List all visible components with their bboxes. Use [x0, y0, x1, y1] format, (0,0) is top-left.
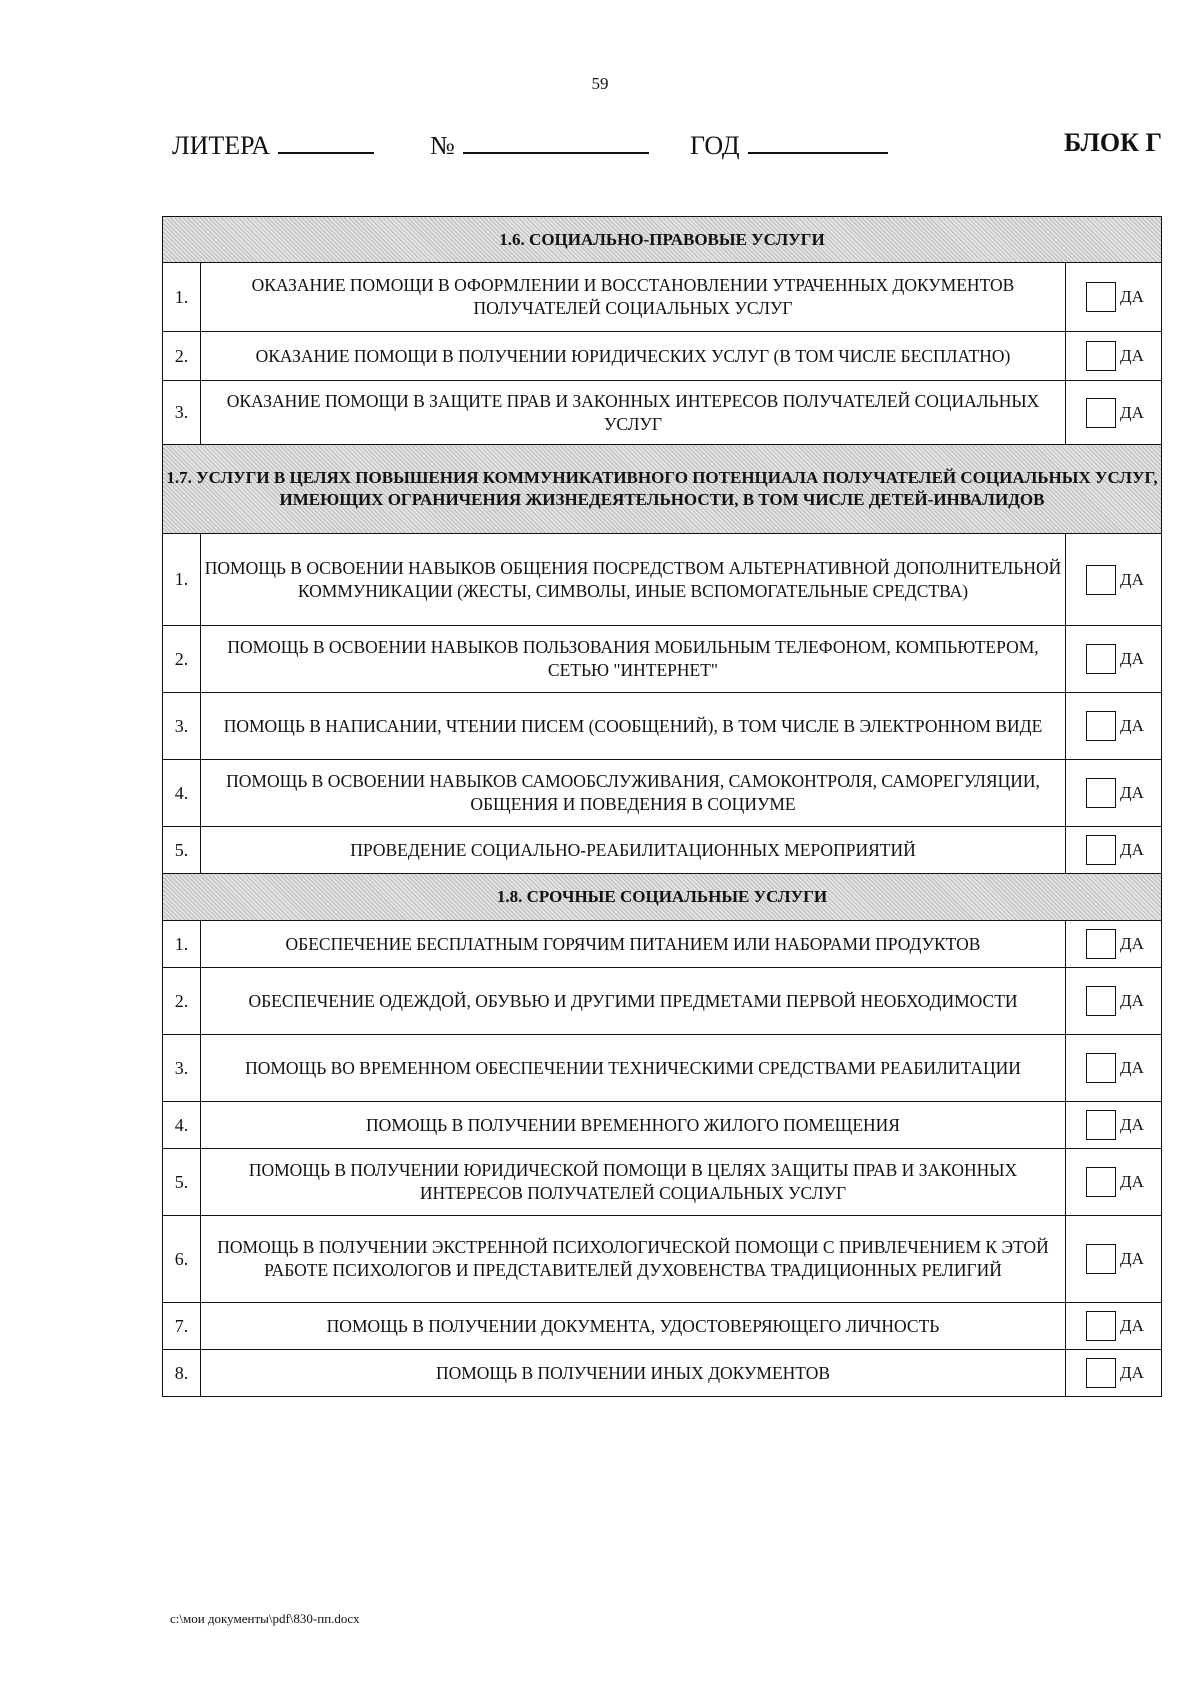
row-number: 3. [163, 1035, 201, 1102]
yes-checkbox[interactable] [1086, 341, 1116, 371]
row-number: 6. [163, 1216, 201, 1303]
footer-file-path: c:\мои документы\pdf\830-пп.docx [170, 1611, 360, 1626]
yes-label: ДА [1120, 346, 1144, 365]
row-number: 8. [163, 1350, 201, 1397]
yes-checkbox[interactable] [1086, 778, 1116, 808]
answer-cell [1066, 1149, 1162, 1216]
section-header-row [163, 874, 1162, 921]
year-input[interactable] [748, 128, 888, 154]
yes-label: ДА [1120, 1115, 1144, 1134]
yes-label: ДА [1120, 1172, 1144, 1191]
service-description: ПОМОЩЬ ВО ВРЕМЕННОМ ОБЕСПЕЧЕНИИ ТЕХНИЧЕСКИМИ СРЕДСТВАМИ РЕАБИЛИТАЦИИ [201, 1035, 1066, 1102]
service-row [163, 1350, 1162, 1397]
number-input[interactable] [463, 128, 649, 154]
service-row [163, 827, 1162, 874]
service-row [163, 534, 1162, 626]
section-title: 1.6. СОЦИАЛЬНО-ПРАВОВЫЕ УСЛУГИ [163, 217, 1162, 263]
service-description: ПОМОЩЬ В ОСВОЕНИИ НАВЫКОВ САМООБСЛУЖИВАНИЯ, САМОКОНТРОЛЯ, САМОРЕГУЛЯЦИИ, ОБЩЕНИЯ И ПОВЕДЕНИЯ В СОЦИУМЕ [201, 760, 1066, 827]
answer-cell [1066, 381, 1162, 445]
yes-option [1066, 341, 1161, 371]
service-row [163, 1102, 1162, 1149]
row-number: 5. [163, 1149, 201, 1216]
service-description: ПОМОЩЬ В ОСВОЕНИИ НАВЫКОВ ПОЛЬЗОВАНИЯ МОБИЛЬНЫМ ТЕЛЕФОНОМ, КОМПЬЮТЕРОМ, СЕТЬЮ "ИНТЕРНЕТ" [201, 626, 1066, 693]
answer-cell [1066, 760, 1162, 827]
row-number: 4. [163, 760, 201, 827]
yes-option [1066, 1053, 1161, 1083]
row-number: 4. [163, 1102, 201, 1149]
row-number: 1. [163, 534, 201, 626]
yes-option [1066, 929, 1161, 959]
yes-checkbox[interactable] [1086, 1358, 1116, 1388]
answer-cell [1066, 263, 1162, 332]
yes-option [1066, 778, 1161, 808]
row-number: 2. [163, 332, 201, 381]
yes-option [1066, 835, 1161, 865]
yes-checkbox[interactable] [1086, 929, 1116, 959]
row-number: 7. [163, 1303, 201, 1350]
service-row [163, 332, 1162, 381]
service-description: ПОМОЩЬ В ПОЛУЧЕНИИ ДОКУМЕНТА, УДОСТОВЕРЯЮЩЕГО ЛИЧНОСТЬ [201, 1303, 1066, 1350]
number-field [430, 128, 649, 161]
row-number: 1. [163, 263, 201, 332]
service-row [163, 693, 1162, 760]
service-description: ПОМОЩЬ В ПОЛУЧЕНИИ ИНЫХ ДОКУМЕНТОВ [201, 1350, 1066, 1397]
yes-option [1066, 1358, 1161, 1388]
service-description: ПОМОЩЬ В НАПИСАНИИ, ЧТЕНИИ ПИСЕМ (СООБЩЕНИЙ), В ТОМ ЧИСЛЕ В ЭЛЕКТРОННОМ ВИДЕ [201, 693, 1066, 760]
answer-cell [1066, 1102, 1162, 1149]
yes-label: ДА [1120, 934, 1144, 953]
answer-cell [1066, 1035, 1162, 1102]
answer-cell [1066, 332, 1162, 381]
yes-option [1066, 1311, 1161, 1341]
service-row [163, 760, 1162, 827]
service-description: ПОМОЩЬ В ПОЛУЧЕНИИ ЭКСТРЕННОЙ ПСИХОЛОГИЧЕСКОЙ ПОМОЩИ С ПРИВЛЕЧЕНИЕМ К ЭТОЙ РАБОТЕ ПСИХОЛОГОВ И ПРЕДСТАВИТЕЛЕЙ ДУХОВЕНСТВА ТРАДИЦИОННЫХ РЕЛИГИЙ [201, 1216, 1066, 1303]
yes-label: ДА [1120, 716, 1144, 735]
service-row [163, 1216, 1162, 1303]
yes-option [1066, 282, 1161, 312]
yes-checkbox[interactable] [1086, 398, 1116, 428]
litera-field [172, 128, 374, 161]
yes-checkbox[interactable] [1086, 565, 1116, 595]
row-number: 5. [163, 827, 201, 874]
yes-option [1066, 1167, 1161, 1197]
yes-label: ДА [1120, 1058, 1144, 1077]
service-row [163, 1303, 1162, 1350]
yes-label: ДА [1120, 840, 1144, 859]
litera-label: ЛИТЕРА [172, 131, 271, 160]
yes-checkbox[interactable] [1086, 282, 1116, 312]
yes-option [1066, 644, 1161, 674]
row-number: 1. [163, 921, 201, 968]
service-description: ПРОВЕДЕНИЕ СОЦИАЛЬНО-РЕАБИЛИТАЦИОННЫХ МЕРОПРИЯТИЙ [201, 827, 1066, 874]
yes-label: ДА [1120, 1316, 1144, 1335]
yes-checkbox[interactable] [1086, 1244, 1116, 1274]
yes-checkbox[interactable] [1086, 711, 1116, 741]
section-title: 1.7. УСЛУГИ В ЦЕЛЯХ ПОВЫШЕНИЯ КОММУНИКАТИВНОГО ПОТЕНЦИАЛА ПОЛУЧАТЕЛЕЙ СОЦИАЛЬНЫХ УСЛУГ, ИМЕЮЩИХ ОГРАНИЧЕНИЯ ЖИЗНЕДЕЯТЕЛЬНОСТИ, В ТОМ ЧИСЛЕ ДЕТЕЙ-ИНВАЛИДОВ [163, 445, 1162, 534]
service-description: ОКАЗАНИЕ ПОМОЩИ В ЗАЩИТЕ ПРАВ И ЗАКОННЫХ ИНТЕРЕСОВ ПОЛУЧАТЕЛЕЙ СОЦИАЛЬНЫХ УСЛУГ [201, 381, 1066, 445]
service-row [163, 381, 1162, 445]
service-row [163, 1035, 1162, 1102]
service-row [163, 921, 1162, 968]
yes-checkbox[interactable] [1086, 1053, 1116, 1083]
section-title: 1.8. СРОЧНЫЕ СОЦИАЛЬНЫЕ УСЛУГИ [163, 874, 1162, 921]
service-description: ОКАЗАНИЕ ПОМОЩИ В ОФОРМЛЕНИИ И ВОССТАНОВЛЕНИИ УТРАЧЕННЫХ ДОКУМЕНТОВ ПОЛУЧАТЕЛЕЙ СОЦИАЛЬНЫХ УСЛУГ [201, 263, 1066, 332]
yes-checkbox[interactable] [1086, 1311, 1116, 1341]
row-number: 2. [163, 968, 201, 1035]
page-number: 59 [591, 74, 609, 93]
yes-checkbox[interactable] [1086, 644, 1116, 674]
yes-option [1066, 565, 1161, 595]
answer-cell [1066, 921, 1162, 968]
yes-checkbox[interactable] [1086, 1110, 1116, 1140]
yes-checkbox[interactable] [1086, 1167, 1116, 1197]
yes-label: ДА [1120, 991, 1144, 1010]
answer-cell [1066, 534, 1162, 626]
form-header [172, 128, 1162, 162]
yes-checkbox[interactable] [1086, 986, 1116, 1016]
yes-label: ДА [1120, 783, 1144, 802]
answer-cell [1066, 1303, 1162, 1350]
yes-checkbox[interactable] [1086, 835, 1116, 865]
yes-option [1066, 398, 1161, 428]
answer-cell [1066, 693, 1162, 760]
service-row [163, 626, 1162, 693]
service-description: ОКАЗАНИЕ ПОМОЩИ В ПОЛУЧЕНИИ ЮРИДИЧЕСКИХ УСЛУГ (В ТОМ ЧИСЛЕ БЕСПЛАТНО) [201, 332, 1066, 381]
yes-option [1066, 986, 1161, 1016]
service-description: ПОМОЩЬ В ПОЛУЧЕНИИ ЮРИДИЧЕСКОЙ ПОМОЩИ В ЦЕЛЯХ ЗАЩИТЫ ПРАВ И ЗАКОННЫХ ИНТЕРЕСОВ ПОЛУЧАТЕЛЕЙ СОЦИАЛЬНЫХ УСЛУГ [201, 1149, 1066, 1216]
answer-cell [1066, 1350, 1162, 1397]
service-description: ОБЕСПЕЧЕНИЕ ОДЕЖДОЙ, ОБУВЬЮ И ДРУГИМИ ПРЕДМЕТАМИ ПЕРВОЙ НЕОБХОДИМОСТИ [201, 968, 1066, 1035]
year-label: ГОД [690, 131, 740, 160]
service-description: ПОМОЩЬ В ПОЛУЧЕНИИ ВРЕМЕННОГО ЖИЛОГО ПОМЕЩЕНИЯ [201, 1102, 1066, 1149]
section-header-row [163, 217, 1162, 263]
row-number: 2. [163, 626, 201, 693]
yes-option [1066, 1110, 1161, 1140]
litera-input[interactable] [278, 128, 374, 154]
yes-label: ДА [1120, 1363, 1144, 1382]
yes-label: ДА [1120, 649, 1144, 668]
answer-cell [1066, 827, 1162, 874]
yes-label: ДА [1120, 287, 1144, 306]
year-field [690, 128, 888, 161]
answer-cell [1066, 1216, 1162, 1303]
yes-label: ДА [1120, 1249, 1144, 1268]
answer-cell [1066, 968, 1162, 1035]
service-description: ПОМОЩЬ В ОСВОЕНИИ НАВЫКОВ ОБЩЕНИЯ ПОСРЕДСТВОМ АЛЬТЕРНАТИВНОЙ ДОПОЛНИТЕЛЬНОЙ КОММУНИКАЦИИ (ЖЕСТЫ, СИМВОЛЫ, ИНЫЕ ВСПОМОГАТЕЛЬНЫЕ СРЕДСТВА) [201, 534, 1066, 626]
service-row [163, 1149, 1162, 1216]
services-table [162, 216, 1162, 1397]
service-row [163, 968, 1162, 1035]
answer-cell [1066, 626, 1162, 693]
service-description: ОБЕСПЕЧЕНИЕ БЕСПЛАТНЫМ ГОРЯЧИМ ПИТАНИЕМ ИЛИ НАБОРАМИ ПРОДУКТОВ [201, 921, 1066, 968]
row-number: 3. [163, 381, 201, 445]
yes-option [1066, 711, 1161, 741]
service-row [163, 263, 1162, 332]
row-number: 3. [163, 693, 201, 760]
block-label: БЛОК Г [1063, 128, 1162, 157]
number-label: № [430, 131, 455, 160]
section-header-row [163, 445, 1162, 534]
yes-option [1066, 1244, 1161, 1274]
yes-label: ДА [1120, 402, 1144, 422]
yes-label: ДА [1120, 569, 1144, 589]
